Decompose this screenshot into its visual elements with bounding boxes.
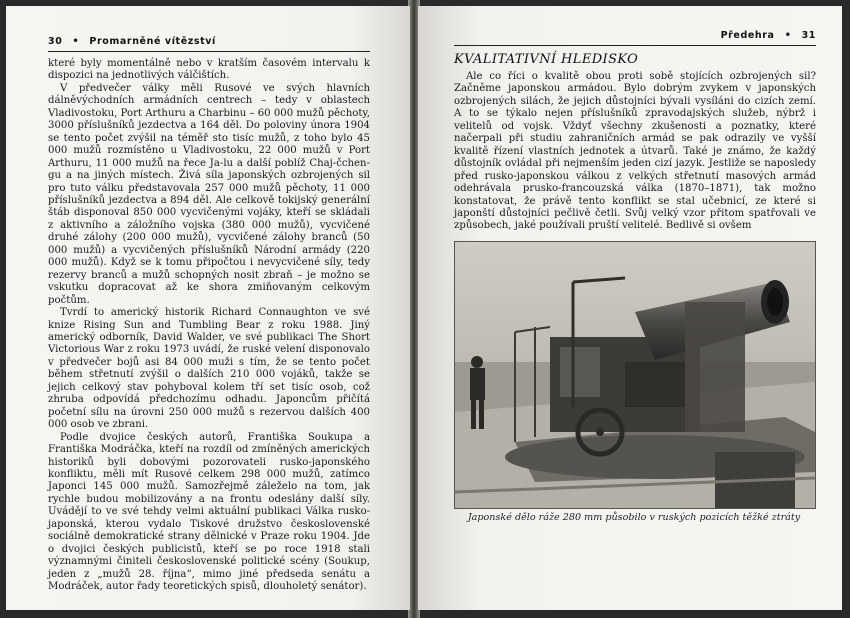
left-page [6, 6, 410, 610]
right-running-title: Předehra [720, 30, 775, 41]
figure-caption: Japonské dělo ráže 280 mm působilo v ruských pozicích těžké ztráty [467, 511, 801, 523]
right-page [418, 6, 842, 610]
right-body-text [454, 71, 816, 233]
section-title: KVALITATIVNÍ HLEDISKO [454, 52, 639, 67]
right-page-number: 31 [801, 30, 816, 41]
left-paragraph: které byly momentálně nebo v kratším časovém intervalu k dispozici na jednotlivých válčištích. [48, 58, 370, 82]
cannon-illustration [455, 242, 815, 508]
left-running-head [48, 36, 370, 52]
right-paragraph: Ale co říci o kvalitě obou proti sobě stojících ozbrojených sil? Začněme japonskou armádou. Bylo dobrým zvykem v japonských ozbrojených silách, že jejich důstojníci bývali vysíláni do cizích zemí. A to se týkalo nejen příslušníků zpravodajských služeb, nýbrž i velitelů od vojsk. Vždyť všechny zkušenosti a poznatky, které načerpali při studiu zahraničních armád se pak odrazily ve vyšší kvalitě řízení vlastních jednotek a útvarů. Také je známo, že každý důstojník ovládal při nejmenším jeden cizí jazyk. Jestliže se naposledy před rusko-japonskou válkou z velkých střetnutí masových armád odehrávala prusko-francouzská válka (1870–1871), tak možno konstatovat, že právě tento konflikt se stal učebnicí, ze které si japonští důstojníci pečlivě četli. Svůj velký vzor přitom spatřovali ve způsobech, jaké používali pruští velitelé. Bedlivě si ovšem [454, 71, 816, 232]
cannon-photograph [454, 241, 816, 509]
left-running-title: Promarněné vítězství [89, 36, 216, 47]
right-running-head [454, 30, 816, 46]
left-paragraph: V předvečer války měli Rusové ve svých hlavních dálněvýchodních armádních centrech – tedy v oblastech Vladivostoku, Port Arthuru a Charbinu – 60 000 mužů pěchoty, 3000 příslušníků jezdectva a 164 děl. Do poloviny února 1904 se tento počet zvýšil na téměř sto tisíc mužů, z toho bylo 45 000 mužů rozmístěno u Vladivostoku, 22 000 mužů v Port Arthuru, 11 000 mužů na řece Ja-lu a další poblíž Chaj-čchen-gu a na jiných místech. Živá síla japonských ozbrojených sil pro tuto válku představovala 257 000 mužů pěchoty, 11 000 příslušníků jezdectva a 894 děl. Ale celkově tokijský generální štáb disponoval 850 000 vycvičenými vojáky, kteří se skládali z aktivního a záložního vojska (380 000 mužů), vycvičené druhé zálohy (200 000 mužů), vycvičené zálohy branců (50 000 mužů) a vycvičených příslušníků Národní armády (220 000 mužů). Když se k tomu připočtou i nevycvičené síly, tedy rezervy branců a mužů schopných nosit zbraň – je možno se vskutku dopracovat až ke shora zmiňovaným celkovým počtům. [48, 82, 370, 306]
bullet-separator: • [784, 30, 792, 41]
left-page-number: 30 [48, 36, 63, 47]
left-paragraph: Podle dvojice českých autorů, Františka Soukupa a Františka Modráčka, kteří na rozdíl od zmíněných amerických historiků byli dobovými pozorovateli rusko-japonského konfliktu, měli mít Rusové celkem 298 000 mužů, zatímco Japonci 145 000 mužů. Samozřejmě záleželo na tom, jak rychle budou mobilizovány a na frontu odeslány další síly. Uvádějí to ve své tehdy velmi aktuální publikaci Válka rusko-japonská, kterou vydalo Tiskové družstvo československé sociálně demokratické strany dělnické v Praze roku 1904. Jde o dvojici českých publicistů, kteří se po roce 1918 stali významnými činiteli československé politické scény (Soukup, jeden z „mužů 28. října“, mimo jiné předseda senátu a Modráček, autor řady teoretických spisů, dlouholetý senátor). [48, 431, 370, 593]
bullet-separator: • [72, 36, 80, 47]
left-paragraph: Tvrdí to americký historik Richard Connaughton ve své knize Rising Sun and Tumbling Bear z roku 1988. Jiný americký odborník, David Walder, ve své publikaci The Short Victorious War z roku 1973 uvádí, že ruské velení disponovalo v předvečer bojů asi 84 000 muži s tím, že se tento počet během střetnutí zvýšil o dalších 210 000 vojáků, takže se jejich celkový stav pohyboval kolem tří set tisíc osob, což zhruba odpovídá předchozímu odhadu. Japoncům přičítá početní sílu na úrovni 250 000 mužů s rezervou dalších 400 000 osob ve zbrani. [48, 307, 370, 431]
left-body-text [48, 58, 370, 593]
